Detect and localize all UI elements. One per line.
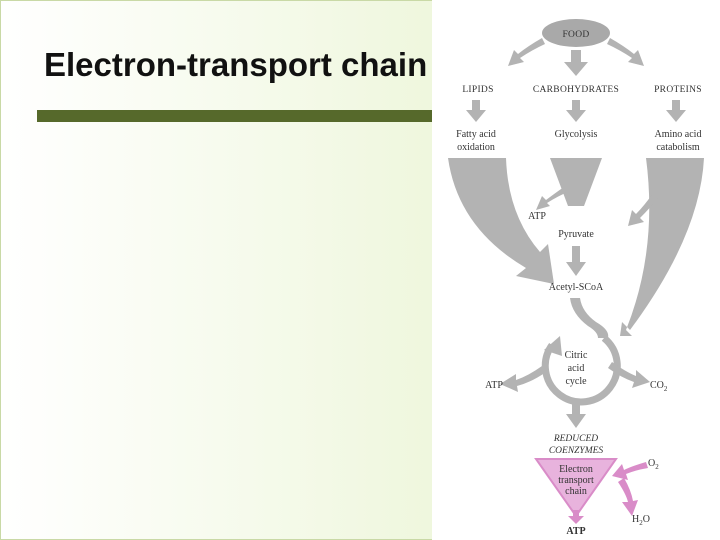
diagram-svg bbox=[432, 0, 720, 540]
arrow-etc-to-h2o bbox=[618, 478, 638, 516]
arrow-o2-to-etc bbox=[612, 462, 648, 480]
slide-title: Electron-transport chain bbox=[44, 46, 428, 83]
amino-acid-catabolism-label-line2: catabolism bbox=[656, 142, 700, 153]
fatty-acid-oxidation-label-line2: oxidation bbox=[457, 142, 495, 153]
arrow-etc-to-atp bbox=[568, 510, 584, 524]
etc-label: Electron bbox=[559, 464, 593, 475]
citric-acid-cycle-label-line3: cycle bbox=[565, 376, 587, 387]
title-underline-bar bbox=[37, 110, 437, 122]
citric-acid-cycle-label: Citric bbox=[564, 350, 588, 361]
pyruvate-label: Pyruvate bbox=[558, 229, 594, 240]
o2-label: $O_2$ bbox=[648, 458, 659, 471]
arrow-food-to-proteins bbox=[607, 38, 644, 66]
h2o-label: $H_2O$ bbox=[632, 514, 650, 527]
glycolysis-label: Glycolysis bbox=[554, 129, 598, 140]
lipids-label: LIPIDS bbox=[462, 85, 494, 95]
reduced-coenzymes-label-line2: COENZYMES bbox=[548, 446, 604, 456]
atp-final-label: ATP bbox=[566, 526, 586, 537]
etc-label-line2: transport bbox=[558, 475, 594, 486]
arrow-amino-acid-to-cycle bbox=[620, 158, 704, 336]
acetyl-scoa-label: Acetyl-SCoA bbox=[548, 282, 604, 293]
reduced-coenzymes-label: REDUCED bbox=[553, 434, 599, 444]
proteins-label: PROTEINS bbox=[654, 85, 702, 95]
co2-label: $CO_2$ bbox=[650, 380, 668, 393]
atp-cycle-label: ATP bbox=[485, 380, 503, 391]
fatty-acid-oxidation-label: Fatty acid bbox=[456, 129, 496, 140]
arrow-carbohydrates-down bbox=[566, 100, 586, 122]
arrow-food-to-carbohydrates bbox=[564, 50, 588, 76]
food-label: FOOD bbox=[562, 30, 590, 40]
arrow-food-to-lipids bbox=[508, 38, 545, 66]
etc-label-line3: chain bbox=[565, 486, 587, 497]
arrow-acetyl-to-cycle bbox=[570, 298, 608, 338]
arrow-cycle-to-atp bbox=[500, 366, 546, 392]
arrow-cycle-to-coenzymes bbox=[566, 402, 586, 428]
metabolism-diagram bbox=[432, 0, 720, 540]
arrow-pyruvate-to-acetyl bbox=[566, 246, 586, 276]
arrow-proteins-down bbox=[666, 100, 686, 122]
arrow-glycolysis-to-pyruvate bbox=[550, 158, 602, 206]
amino-acid-catabolism-label: Amino acid bbox=[654, 129, 702, 140]
atp-glycolysis-label: ATP bbox=[528, 211, 546, 222]
carbohydrates-label: CARBOHYDRATES bbox=[532, 85, 620, 95]
arrow-lipids-down bbox=[466, 100, 486, 122]
citric-acid-cycle-label-line2: acid bbox=[567, 363, 585, 374]
